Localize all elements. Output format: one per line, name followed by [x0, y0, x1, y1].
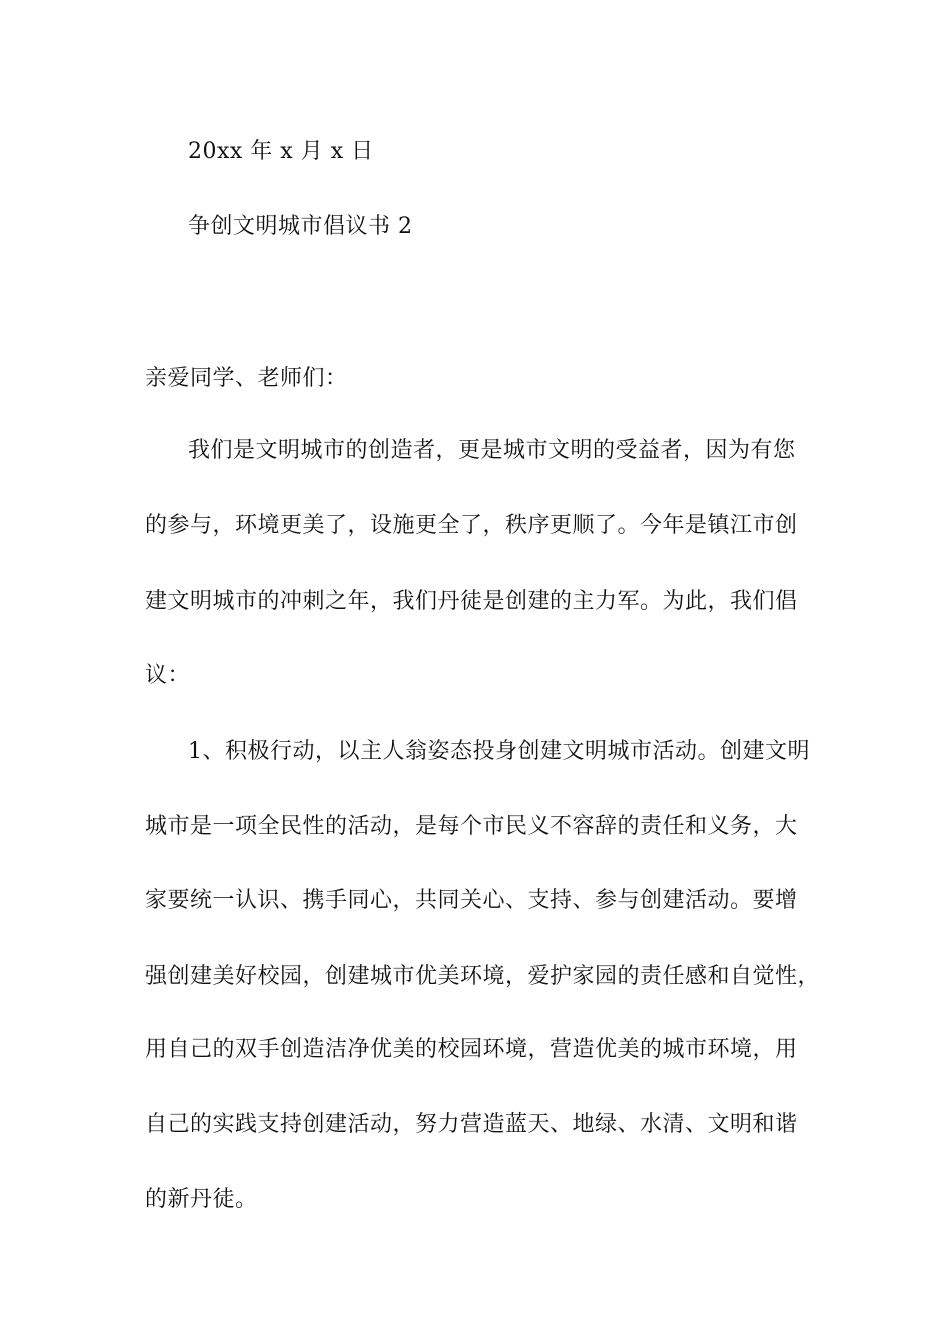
paragraph-line: 城市是一项全民性的活动，是每个市民义不容辞的责任和义务，大 [145, 814, 798, 839]
paragraph-line: 强创建美好校园，创建城市优美环境，爱护家园的责任感和自觉性， [145, 964, 821, 989]
date-line: 20xx 年 x 月 x 日 [188, 139, 374, 164]
paragraph-line: 我们是文明城市的创造者，更是城市文明的受益者，因为有您 [188, 438, 796, 463]
salutation: 亲爱同学、老师们： [145, 366, 348, 391]
paragraph-line: 的参与，环境更美了，设施更全了，秩序更顺了。今年是镇江市创 [145, 513, 798, 538]
paragraph-line: 1、积极行动，以主人翁姿态投身创建文明城市活动。创建文明 [188, 739, 810, 764]
paragraph-line: 的新丹徒。 [145, 1187, 258, 1212]
document-title: 争创文明城市倡议书 2 [188, 214, 413, 239]
paragraph-line: 议： [145, 663, 191, 688]
paragraph-line: 用自己的双手创造洁净优美的校园环境，营造优美的城市环境，用 [145, 1037, 798, 1062]
paragraph-line: 建文明城市的冲刺之年，我们丹徒是创建的主力军。为此，我们倡 [145, 589, 798, 614]
paragraph-line: 家要统一认识、携手同心，共同关心、支持、参与创建活动。要增 [145, 888, 798, 913]
paragraph-line: 自己的实践支持创建活动，努力营造蓝天、地绿、水清、文明和谐 [145, 1112, 798, 1137]
